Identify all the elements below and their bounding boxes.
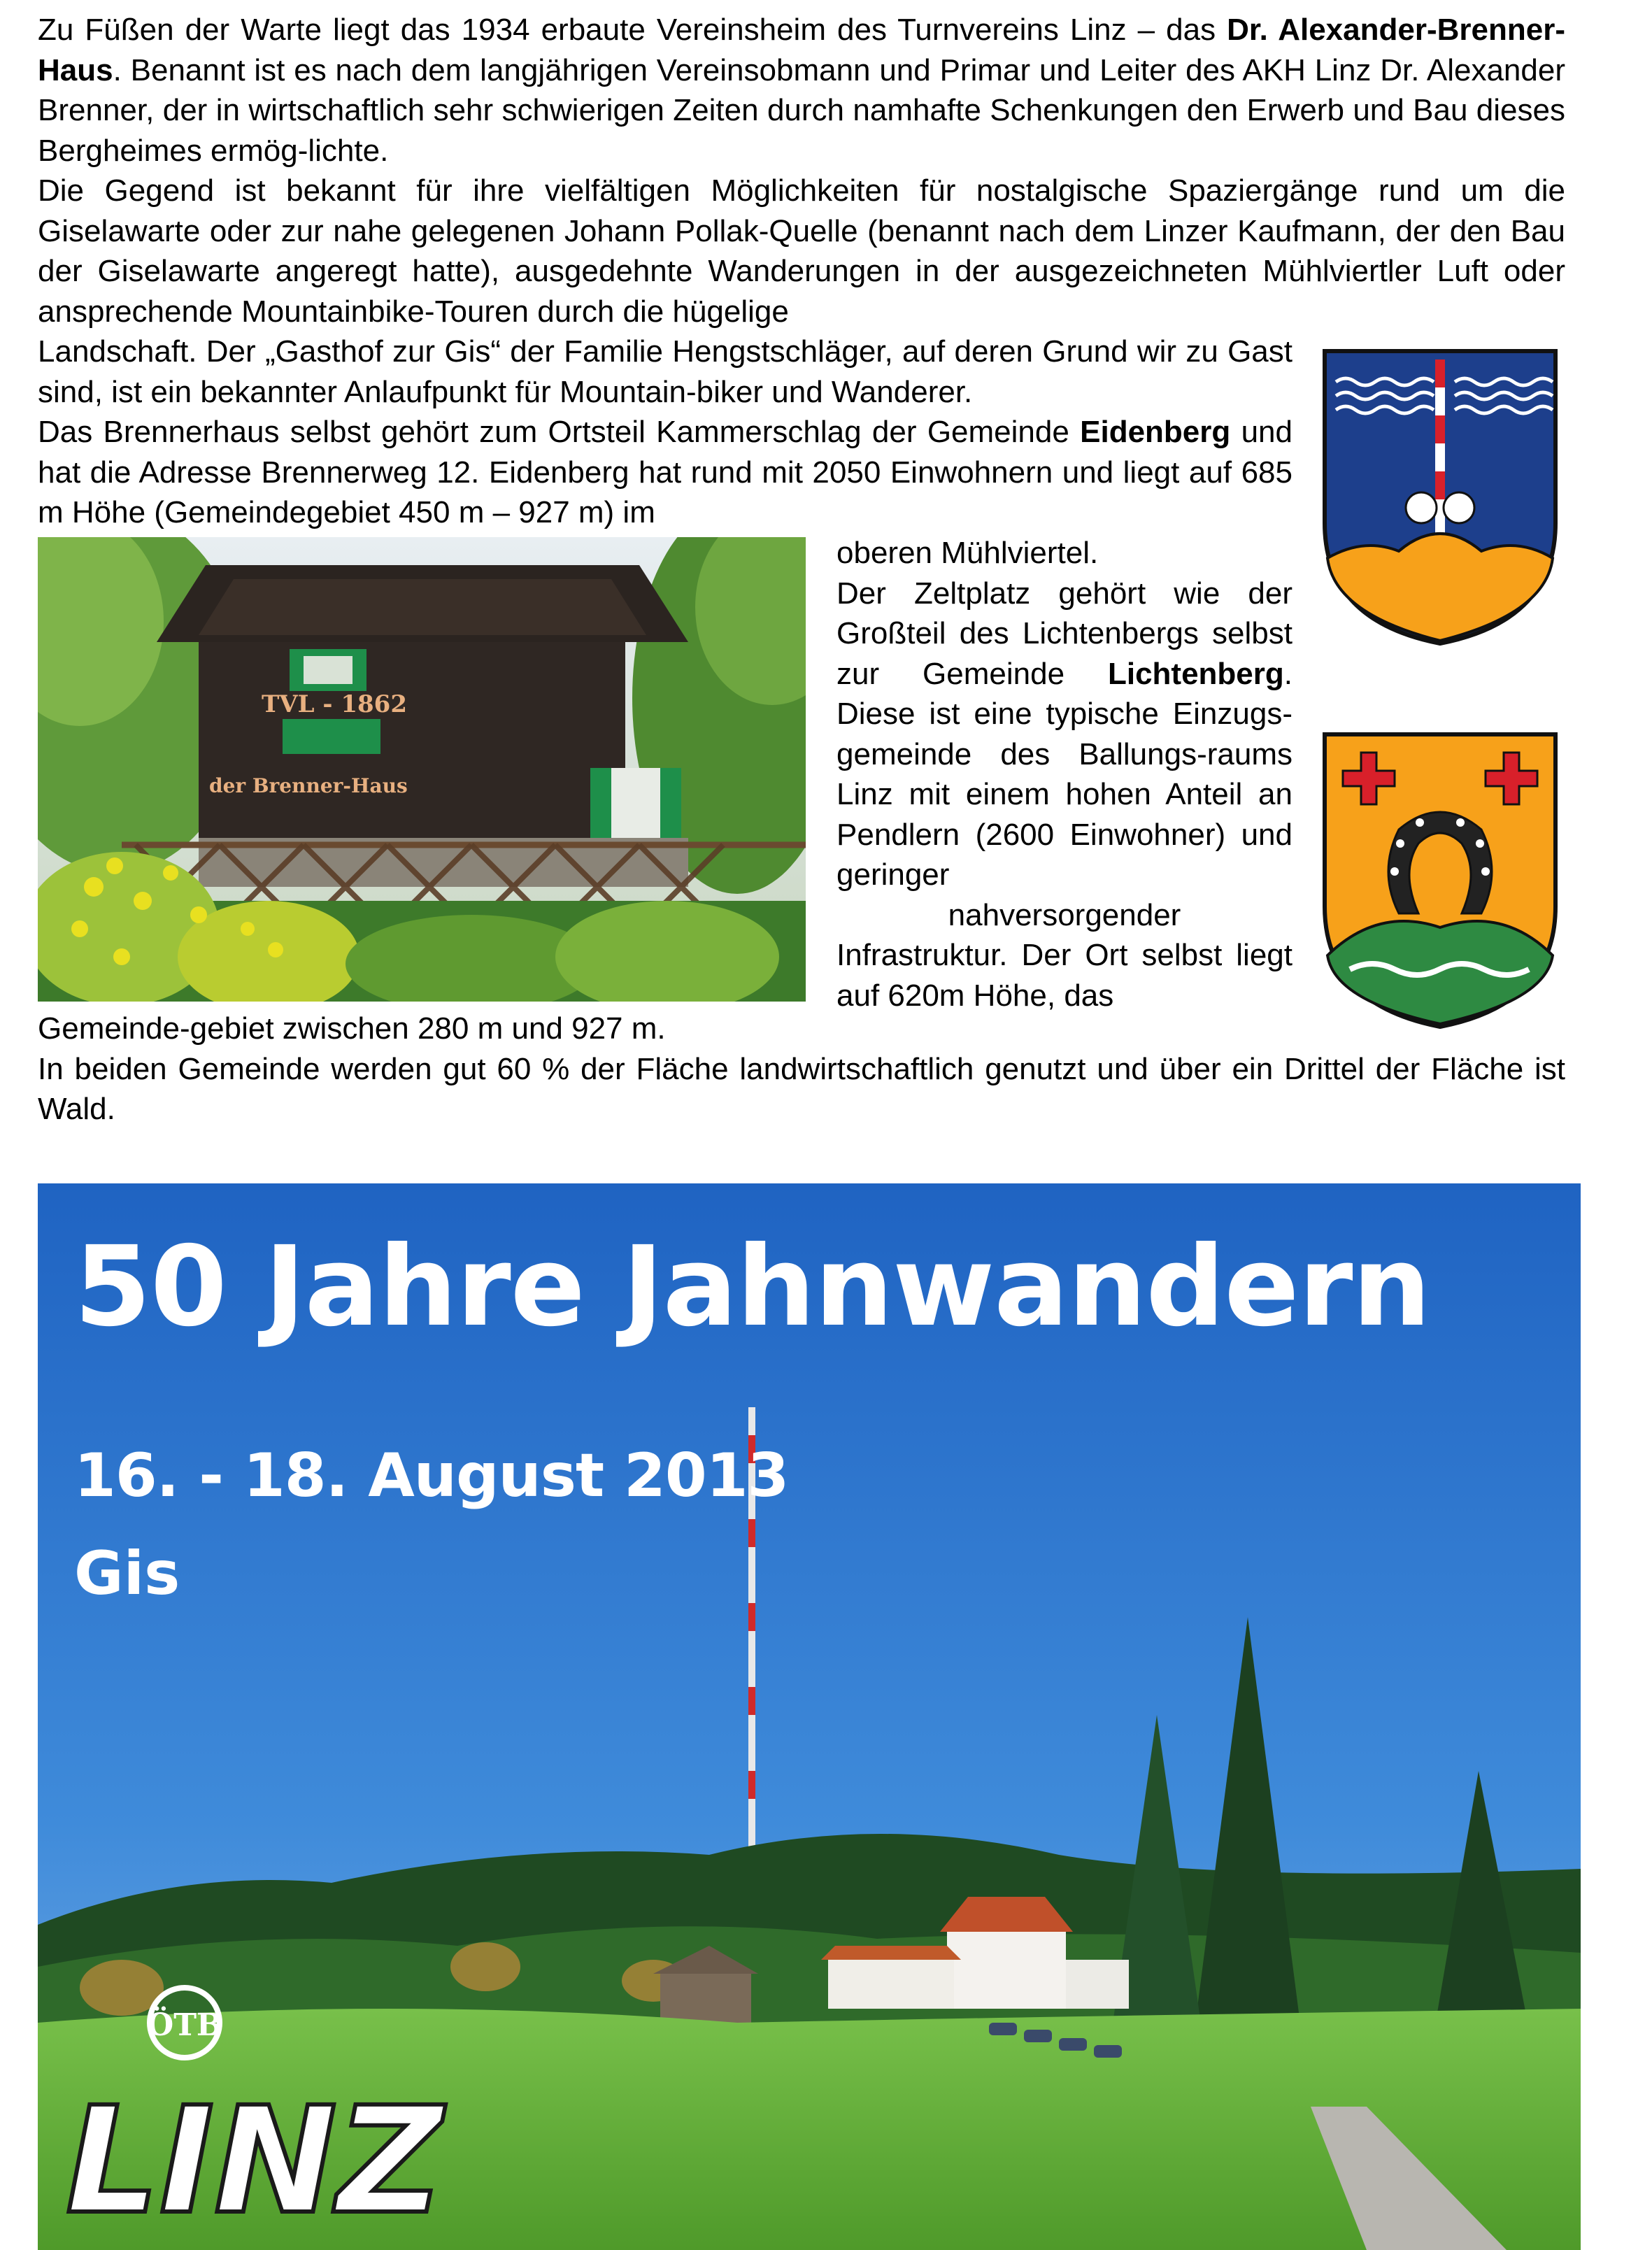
para1-text-b: . Benannt ist es nach dem langjährigen Vereinsobmann und Primar und Leiter des AKH Linz Dr. Alexander Brenner, der in wirtschaftlich sehr schwierigen Zeiten durch namhafte Schenkungen den Erwerb und Bau dieses Bergheimes ermög-lichte. xyxy=(38,52,1565,168)
para3-bold-eidenberg: Eidenberg xyxy=(1080,415,1231,449)
para3-text-b: und hat die Adresse Brennerweg 12. Eidenberg hat rund mit 2050 Einwohnern und liegt auf 685 m Höhe (Gemeindegebiet 450 m – 927 m) im xyxy=(38,415,1293,529)
para1-bold-name: Dr. Alexander-Brenner-Haus xyxy=(38,13,1565,87)
sign-brenner-haus: der Brenner-Haus xyxy=(209,774,408,797)
lichtenberg-coat-of-arms-icon xyxy=(1322,732,1558,1030)
poster-date: 16. - 18. August 2013 xyxy=(74,1441,789,1511)
sign-tvl: TVL - 1862 xyxy=(262,690,408,718)
column-line1: oberen Mühlviertel. xyxy=(836,536,1099,570)
column-text-b: . Diese ist eine typische Einzugs-gemeinde des Ballungs-raums Linz mit einem hohen Anteil an Pendlern (2600 Einwohner) und geringer xyxy=(836,656,1293,892)
poster-title: 50 Jahre Jahnwandern xyxy=(74,1223,1430,1351)
para1-text-a: Zu Füßen der Warte liegt das 1934 erbaute Vereinsheim des Turnvereins Linz – das xyxy=(38,13,1227,47)
column-text-a: Der Zeltplatz gehört wie der Großteil des Lichtenbergs selbst zur Gemeinde xyxy=(836,576,1293,691)
para2b-text: Landschaft. Der „Gasthof zur Gis“ der Familie Hengstschläger, auf deren Grund wir zu Gast sind, ist ein bekannter Anlaufpunkt für Mountain-biker und Wanderer. xyxy=(38,334,1293,409)
column-centered-word: nahversorgender xyxy=(948,897,1181,932)
para3-text-a: Das Brennerhaus selbst gehört zum Ortsteil Kammerschlag der Gemeinde xyxy=(38,415,1081,449)
lichtenberg-text xyxy=(836,533,1293,1016)
logo-monogram: ÖTB xyxy=(146,2007,223,2043)
house-illustration xyxy=(38,537,806,1002)
closing-text xyxy=(38,1009,1565,1130)
logo-linz-text: LINZ xyxy=(66,2075,443,2247)
para2-text: Die Gegend ist bekannt für ihre vielfältigen Möglichkeiten für nostalgische Spaziergänge rund um die Giselawarte oder zur nahe gelegenen Johann Pollak-Quelle (benannt nach dem Linzer Kaufmann, der den Bau der Giselawarte angeregt hatte), ausgedehnte Wanderungen in der ausgezeichneten Mühlviertler Luft oder ansprechende Mountainbike-Touren durch die hügelige xyxy=(38,173,1565,329)
jahnwandern-poster xyxy=(38,1183,1581,2250)
poster-place: Gis xyxy=(74,1539,180,1609)
brenner-haus-photo xyxy=(38,537,806,1002)
region-text xyxy=(38,332,1293,533)
para4-line2: In beiden Gemeinde werden gut 60 % der Fläche landwirtschaftlich genutzt und über ein Drittel der Fläche ist Wald. xyxy=(38,1051,1565,1126)
intro-text xyxy=(38,10,1565,332)
column-text-c: Infrastruktur. Der Ort selbst liegt auf 620m Höhe, das xyxy=(836,938,1293,1013)
eidenberg-coat-of-arms-icon xyxy=(1322,348,1558,646)
para4-line1: Gemeinde-gebiet zwischen 280 m und 927 m. xyxy=(38,1011,666,1046)
column-bold-lichtenberg: Lichtenberg xyxy=(1107,656,1284,691)
